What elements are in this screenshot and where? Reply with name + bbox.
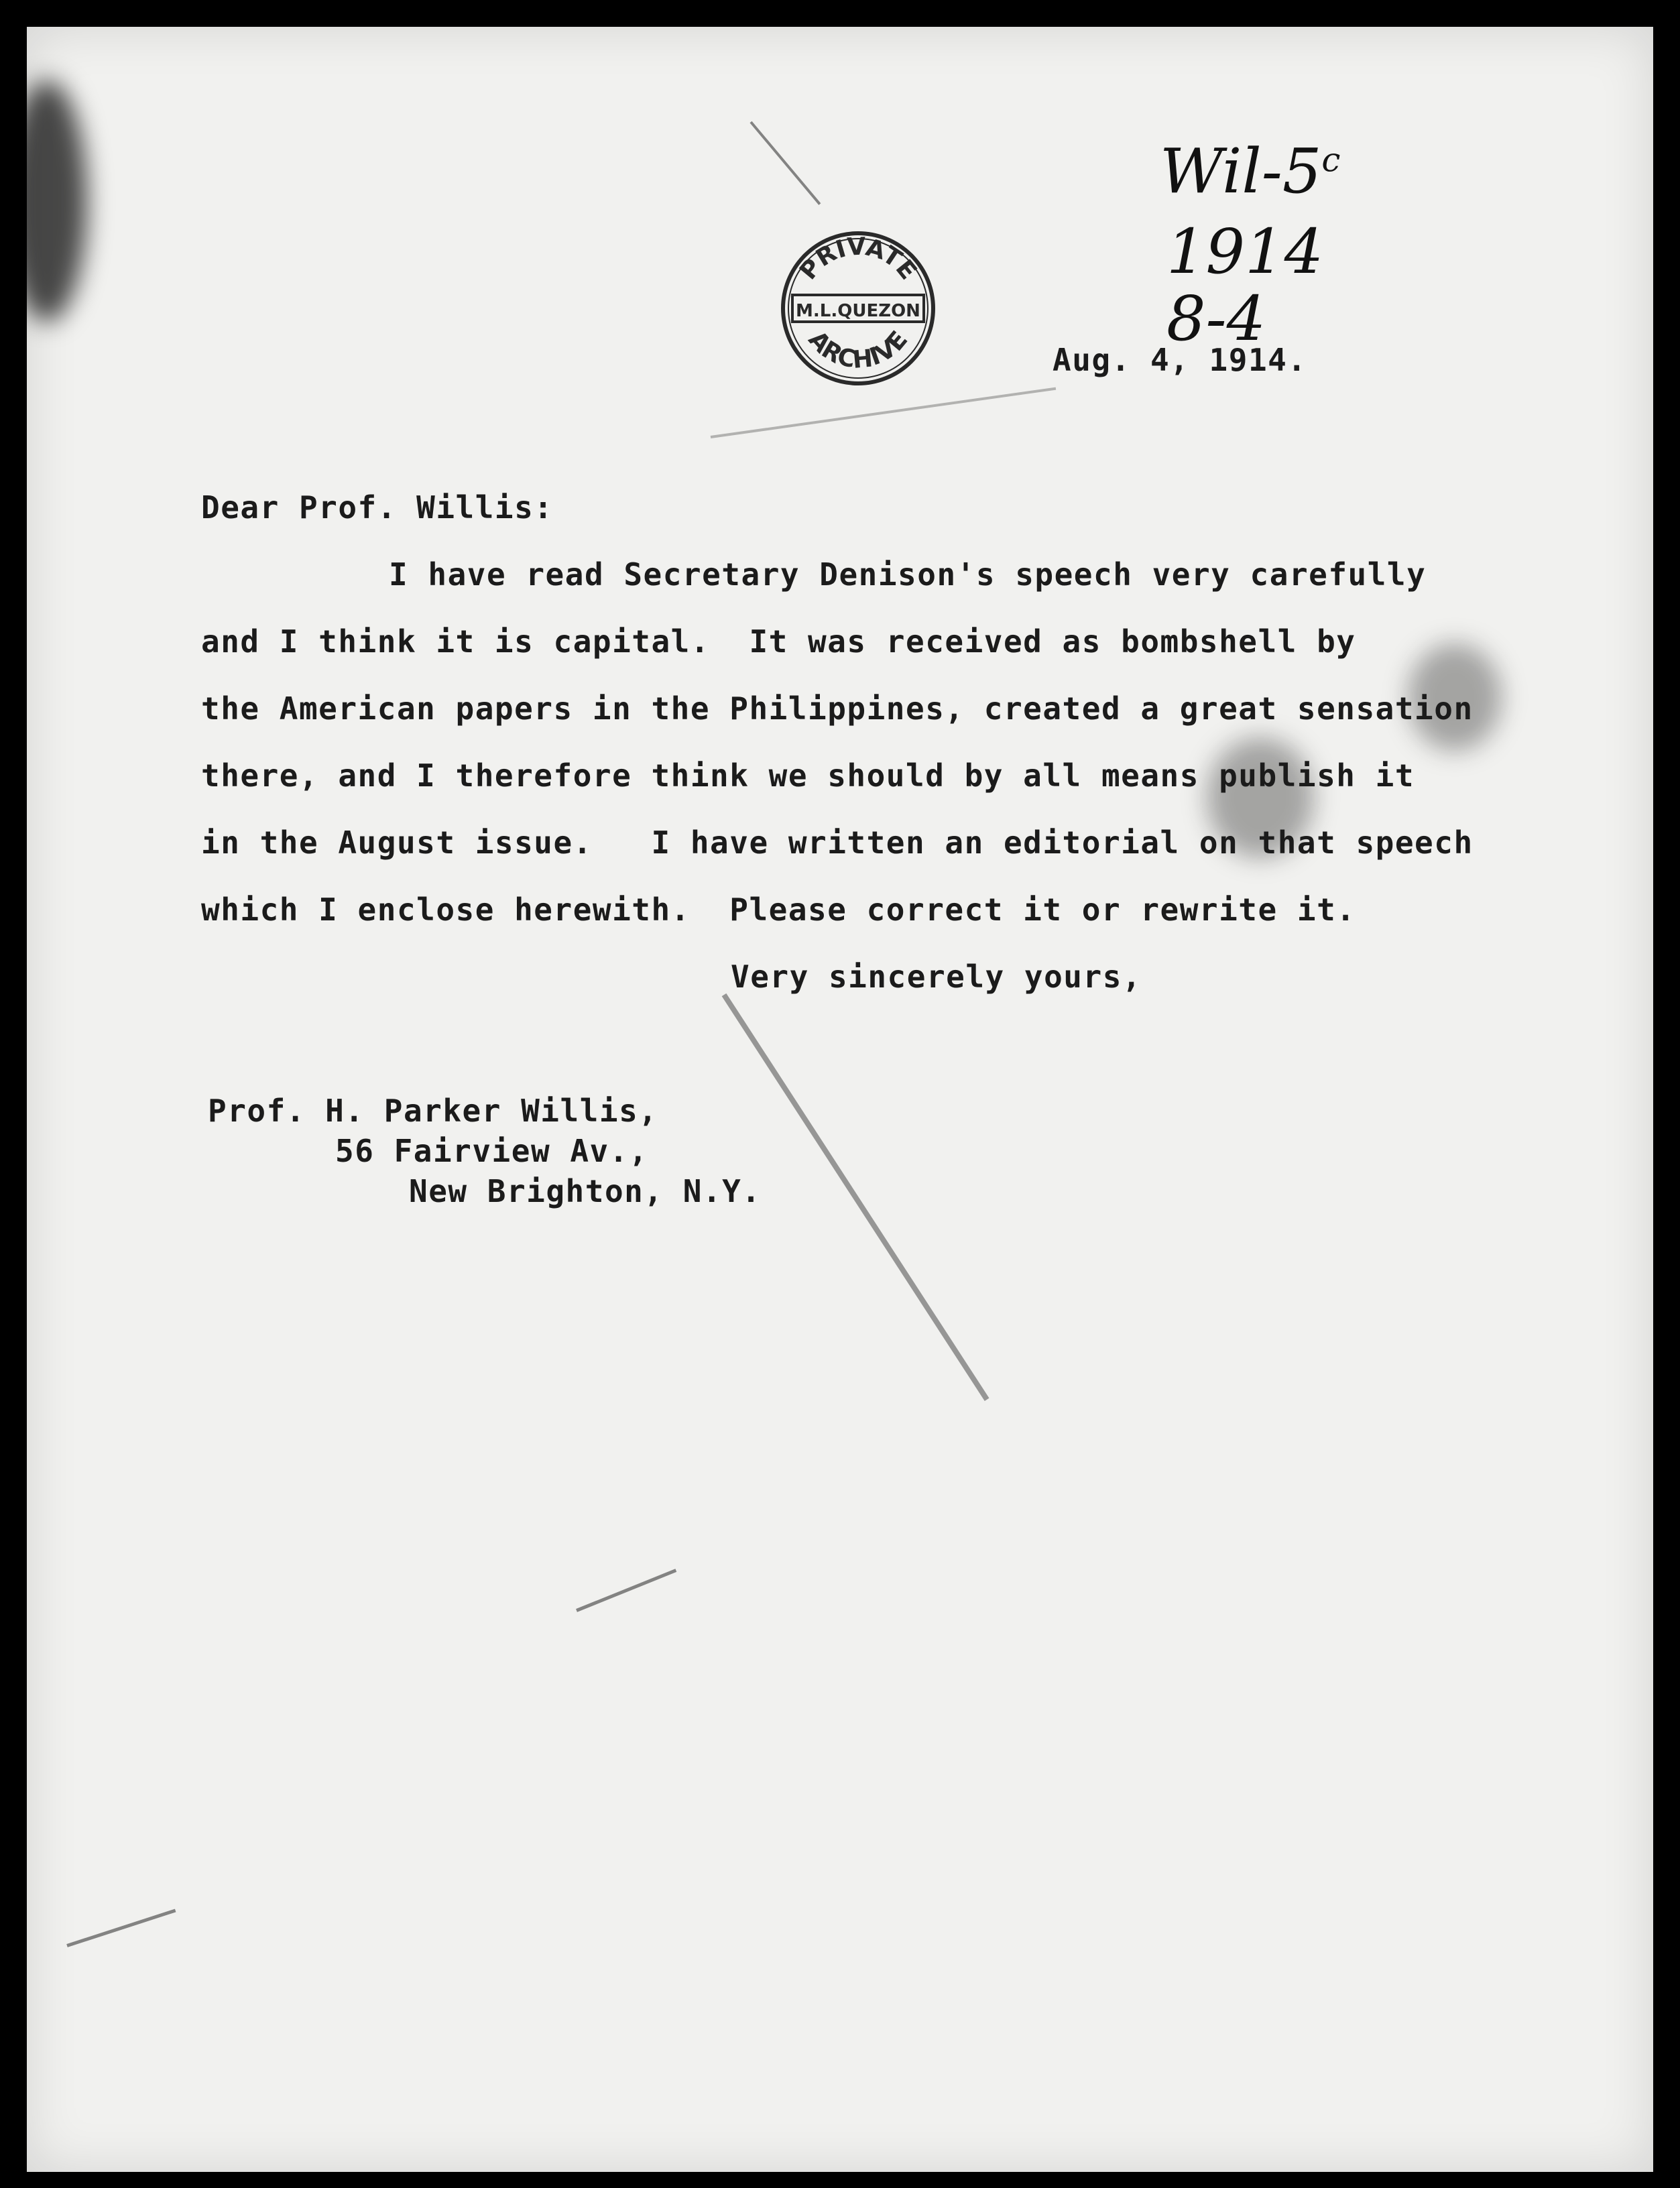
body-line: in the August issue. I have written an editorial on that speech	[201, 825, 1474, 861]
recipient-city: New Brighton, N.Y.	[409, 1173, 762, 1209]
stamp-bottom-text: ARCHIVE	[802, 326, 914, 374]
body-line: there, and I therefore think we should by all means publish it	[201, 757, 1415, 794]
letter-page	[27, 27, 1653, 2172]
letter-date: Aug. 4, 1914.	[1053, 342, 1307, 378]
handwritten-year: 1914	[1166, 216, 1324, 288]
salutation: Dear Prof. Willis:	[201, 489, 554, 526]
body-line: which I enclose herewith. Please correct it or rewrite it.	[201, 892, 1356, 928]
body-line: the American papers in the Philippines, created a great sensation	[201, 690, 1474, 727]
handwritten-date: 8-4	[1166, 283, 1266, 355]
ink-blot-top-left	[7, 80, 87, 322]
handwritten-ref: Wil-5$^c$	[1160, 135, 1341, 207]
stray-mark-lower	[576, 1569, 676, 1612]
closing: Very sincerely yours,	[731, 959, 1142, 995]
body-line: and I think it is capital. It was received as bombshell by	[201, 623, 1356, 660]
stray-mark-left	[66, 1909, 176, 1947]
diagonal-crease	[722, 993, 989, 1401]
recipient-name: Prof. H. Parker Willis,	[208, 1093, 658, 1129]
stamp-top-text: PRIVATE	[794, 233, 922, 286]
archive-stamp	[778, 228, 939, 389]
body-line: I have read Secretary Denison's speech very carefully	[389, 556, 1427, 593]
recipient-street: 56 Fairview Av.,	[335, 1133, 649, 1169]
stamp-middle-text: M.L.QUEZON	[796, 301, 920, 321]
stray-curve-mark	[711, 387, 1056, 438]
stray-mark-top	[749, 121, 821, 205]
